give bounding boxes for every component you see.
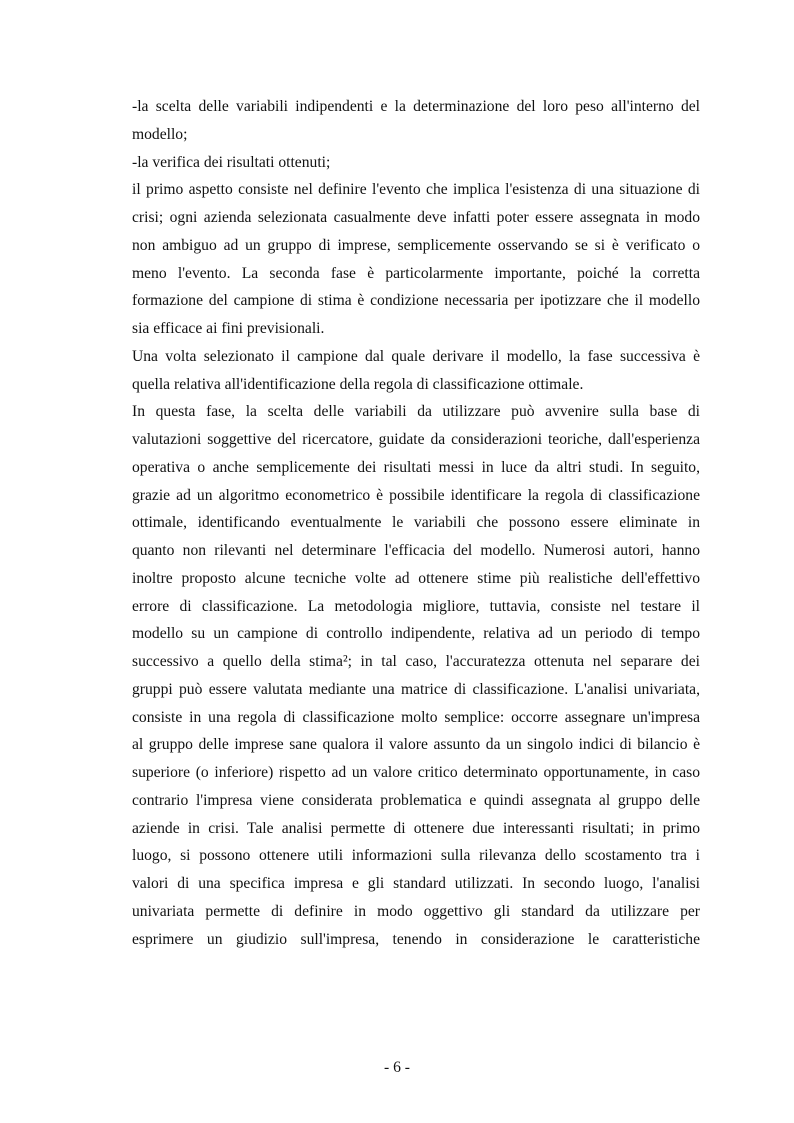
- text-line: aziende in crisi. Tale analisi permette di ottenere due interessanti risultati; in primo: [132, 819, 700, 837]
- text-line: modello su un campione di controllo indipendente, relativa ad un periodo di tempo: [132, 625, 700, 643]
- text-line: -la scelta delle variabili indipendenti e la determinazione del loro peso all'interno del: [132, 98, 700, 115]
- text-line: formazione del campione di stima è condizione necessaria per ipotizzare che il modello: [132, 292, 700, 310]
- text-line: quanto non rilevanti nel determinare l'efficacia del modello. Numerosi autori, hanno: [132, 542, 700, 559]
- text-line: operativa o anche semplicemente dei risultati messi in luce da altri studi. In seguito,: [132, 458, 700, 476]
- text-line: successivo a quello della stima²; in tal caso, l'accuratezza ottenuta nel separare dei: [132, 653, 700, 670]
- body-text: [132, 93, 700, 953]
- text-line: gruppi può essere valutata mediante una matrice di classificazione. L'analisi univariata,: [132, 680, 700, 698]
- text-line: inoltre proposto alcune tecniche volte ad ottenere stime più realistiche dell'effettivo: [132, 569, 700, 587]
- page-number: - 6 -: [384, 1059, 410, 1076]
- text-line: In questa fase, la scelta delle variabili da utilizzare può avvenire sulla base di: [132, 403, 700, 421]
- text-line: -la verifica dei risultati ottenuti;: [132, 153, 331, 171]
- text-line: non ambiguo ad un gruppo di imprese, semplicemente osservando se si è verificato o: [132, 236, 700, 254]
- text-line: errore di classificazione. La metodologia migliore, tuttavia, consiste nel testare il: [132, 597, 700, 615]
- text-line: quella relativa all'identificazione della regola di classificazione ottimale.: [132, 375, 584, 393]
- text-line: valutazioni soggettive del ricercatore, guidate da considerazioni teoriche, dall'esperienza: [132, 431, 700, 448]
- text-line: crisi; ogni azienda selezionata casualmente deve infatti poter essere assegnata in modo: [132, 209, 700, 226]
- text-line: meno l'evento. La seconda fase è particolarmente importante, poiché la corretta: [132, 264, 700, 282]
- text-line: grazie ad un algoritmo econometrico è possibile identificare la regola di classificazione: [132, 486, 700, 504]
- text-line: luogo, si possono ottenere utili informazioni sulla rilevanza dello scostamento tra i: [132, 847, 700, 865]
- text-line: sia efficace ai fini previsionali.: [132, 320, 325, 337]
- text-line: valori di una specifica impresa e gli standard utilizzati. In secondo luogo, l'analisi: [132, 875, 700, 892]
- text-line: superiore (o inferiore) rispetto ad un valore critico determinato opportunamente, in caso: [132, 764, 700, 781]
- text-line: modello;: [132, 125, 188, 143]
- text-line: ottimale, identificando eventualmente le variabili che possono essere eliminate in: [132, 514, 700, 532]
- text-line: il primo aspetto consiste nel definire l'evento che implica l'esistenza di una situazione di: [132, 181, 700, 199]
- text-line: contrario l'impresa viene considerata problematica e quindi assegnata al gruppo delle: [132, 791, 700, 809]
- text-line: consiste in una regola di classificazione molto semplice: occorre assegnare un'impresa: [132, 708, 700, 726]
- text-line: esprimere un giudizio sull'impresa, tenendo in considerazione le caratteristiche: [132, 930, 700, 948]
- text-line: al gruppo delle imprese sane qualora il valore assunto da un singolo indici di bilancio è: [132, 736, 700, 754]
- text-line: Una volta selezionato il campione dal quale derivare il modello, la fase successiva è: [132, 347, 700, 365]
- text-line: univariata permette di definire in modo oggettivo gli standard da utilizzare per: [132, 902, 700, 920]
